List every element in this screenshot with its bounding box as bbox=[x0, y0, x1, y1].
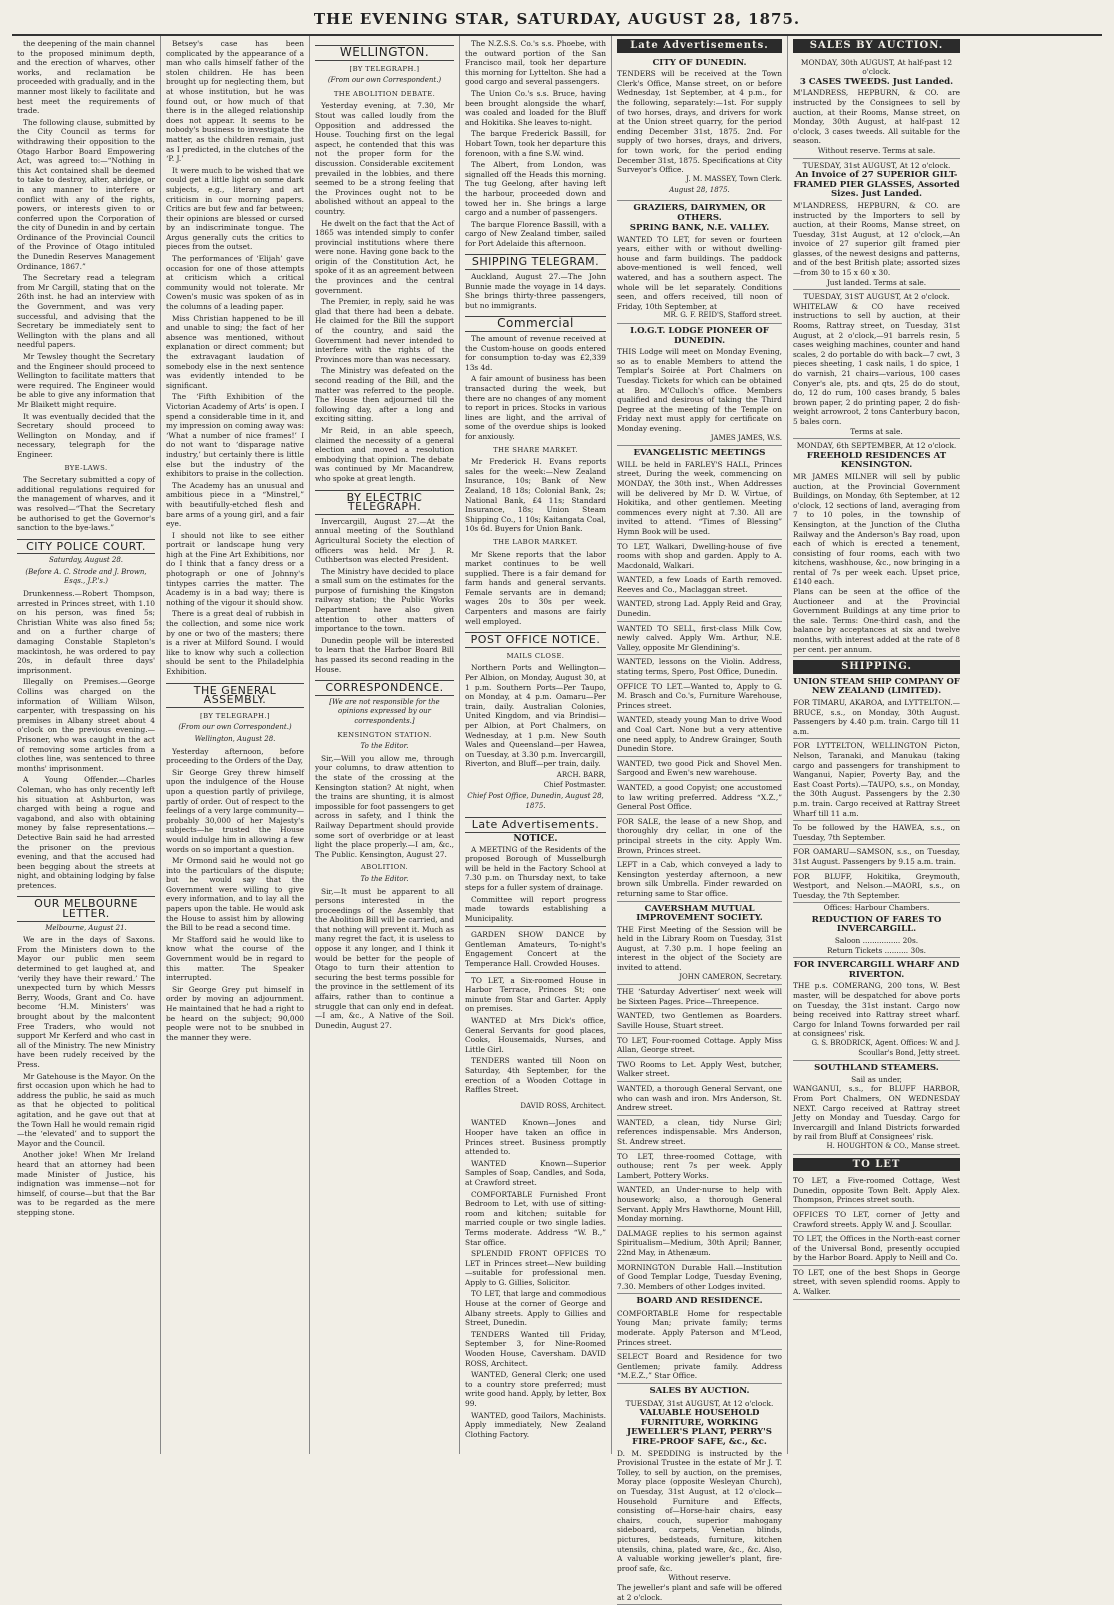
signature: JAMES JAMES, W.S. bbox=[710, 433, 782, 442]
dateline: August 28, 1875. bbox=[669, 186, 730, 195]
ad-heading: FREEHOLD RESIDENCES AT KENSINGTON. bbox=[806, 450, 947, 471]
advertisement: WANTED, good Tailors, Machinists. Apply immediately, New Zealand Clothing Factory. bbox=[465, 1410, 606, 1439]
advertisement: SPLENDID FRONT OFFICES TO LET in Princes street—New building—suitable for professional men. Apply to G. Gillies, Solicitor. bbox=[465, 1249, 606, 1287]
advertisement: WANTED, General Clerk; one used to a country store preferred; must write good hand. Apply, by letter, Box 99. bbox=[465, 1370, 606, 1408]
ad-body: FOR BLUFF, Hokitika, Greymouth, Westport, and Nelson.—MAORI, s.s., on Tuesday, the 7th September. bbox=[793, 871, 960, 900]
small-ad bbox=[793, 1266, 960, 1300]
small-ad bbox=[617, 1082, 782, 1116]
small-ad bbox=[617, 573, 782, 597]
ad-body: TO LET, Walkari, Dwelling-house of five rooms with shop and garden. Apply to A. Macdonald, Walkari. bbox=[617, 541, 782, 570]
ad-note: The jeweller's plant and safe will be offered at 2 o'clock. bbox=[617, 1582, 782, 1602]
ad-heading: VALUABLE HOUSEHOLD FURNITURE, WORKING JEWELLER'S PLANT, PERRY'S FIRE-PROOF SAFE, &c., &c. bbox=[627, 1408, 772, 1447]
ad-body: M'LANDRESS, HEPBURN, & CO. are instructed by the Importers to sell by auction, at their Rooms, Manse street, on Tuesday, 31st August, at 12 o'clock,—An invoice of 27 superior gilt framed pier glasses, of the newest designs and patterns, and of the best British plate; assorted sizes—from 30 to 15 x 60 x 30. bbox=[793, 200, 960, 278]
ad-body: WANTED, two good Pick and Shovel Men. Sargood and Ewen's new warehouse. bbox=[617, 758, 782, 778]
advertisement-iogt bbox=[617, 324, 782, 446]
column-4 bbox=[460, 36, 612, 1454]
section-subhead: BYE-LAWS. bbox=[64, 463, 108, 472]
section-subhead: THE LABOR MARKET. bbox=[493, 537, 578, 546]
advertisement-city-of-dunedin bbox=[617, 56, 782, 201]
small-ad bbox=[617, 1307, 782, 1350]
section-heading: SALES BY AUCTION. bbox=[649, 1386, 750, 1397]
article-paragraph: The N.Z.S.S. Co.'s s.s. Phoebe, with the outward portion of the San Francisco mail, took her departure this morning for Lyttelton. She had a good cargo and several passengers. bbox=[465, 39, 606, 87]
article-paragraph: Sir George Grey threw himself upon the indulgence of the House upon a question partly of privilege, partly of order. Out of respect to the feelings of a very large community—probably 30,000 of her Majesty's subjects—he trusted the House would indulge him in allowing a few words on so important a question. bbox=[166, 767, 304, 854]
ad-body: OFFICE TO LET.—Wanted to, Apply to G. M. Brasch and Co.'s, Furniture Warehouse, Princes street. bbox=[617, 681, 782, 710]
ad-body: COMFORTABLE Home for respectable Young Man; private family; terms moderate. Apply Paterson and M'Leod, Princes street. bbox=[617, 1308, 782, 1347]
section-heading: BY ELECTRIC TELEGRAPH. bbox=[315, 490, 454, 515]
section-subhead: THE SHARE MARKET. bbox=[493, 445, 578, 454]
ad-body: WILL be held in FARLEY'S HALL, Princes street, During the week, commencing on MONDAY, the 30th inst., When Addresses will be delivered by Mr D. W. Virtue, of Hokitika, and other gentlemen. Meeting commences every night at 7.30. All are invited to attend. “Times of Blessing” Hymn Book will be used. bbox=[617, 459, 782, 536]
ad-body: THE p.s. COMERANG, 200 tons, W. Best master, will be despatched for above ports on Tuesday, the 31st instant. Cargo now being received into Rattray street wharf. Cargo for Inland Towns forwarded per rail at consignees' risk. bbox=[793, 981, 960, 1039]
ad-note: Plans can be seen at the office of the Auctioneer and at the Provincial Government Buildings at any time prior to the sale. Terms: One-third cash, and the balance by acceptances at six and twelve months, with interest added at the rate of 8 per cent. per annum. bbox=[793, 587, 960, 654]
ad-body: THE First Meeting of the Session will be held in the Library Room on Tuesday, 31st August, at 7.30 p.m. I hope feeling an interest in the object of the Society are invited to attend. bbox=[617, 924, 782, 973]
article-paragraph: Northern Ports and Wellington—Per Albion, on Monday, August 30, at 1 p.m. Southern Ports—Per Taupo, on Monday, at 4 p.m. Oamaru—Per train, daily. Australian Colonies, United Kingdom, and via Brindisi—per Albion, at Port Chalmers, on Wednesday, at 1 p.m. New South Wales and Queensland—per Hawea, on Tuesday, at 3.30 p.m. Invercargill, Riverton, and Bluff—per train, daily. bbox=[465, 663, 606, 769]
signature: J. M. MASSEY, Town Clerk. bbox=[686, 174, 782, 183]
article-paragraph: There is a great deal of rubbish in the collection, and some nice work by one or two of the masters; there is a river at Milford Sound. I would like to know why such a collection should be sent to the Philadelphia Exhibition. bbox=[166, 609, 304, 676]
divider bbox=[465, 926, 606, 927]
auction-date: MONDAY, 30th AUGUST, At half-past 12 o'clock. bbox=[800, 57, 953, 77]
article-paragraph: Betsey's case has been complicated by the appearance of a man who calls himself father of the stolen children. He has been brought up for neglecting them, but at whose institution, but he was found out, or how much of that there is in the alleged relationship does not appear. It seems to be nobody's business to investigate the matter, as the children remain, just as I predicted, in the clutches of the ‘P. J.’ bbox=[166, 39, 304, 164]
shipping-ad bbox=[793, 696, 960, 739]
ad-body: D. M. SPEDDING is instructed by the Provisional Trustee in the estate of Mr J. T. Tolley, to sell by auction, on the premises, Moray place (opposite Wesleyan Church), on Tuesday, 31st August, at 12 o'clock—Household Furniture and Effects, consisting of—Horse-hair chairs, easy chairs, couch, superior mahogany sideboard, carpets, Venetian blinds, pictures, bedsteads, furniture, kitchen utensils, china, plated ware, &c., &c. Also, A valuable working jeweller's plant, fire-proof safe, &c. bbox=[617, 1448, 782, 1573]
auction-date: MONDAY, 6th SEPTEMBER, At 12 o'clock. bbox=[796, 441, 957, 451]
article-paragraph: A fair amount of business has been transacted during the week, but there are no changes of any moment to report in prices. Stocks in various lines are light, and the arrival of some of the overdue ships is looked for anxiously. bbox=[465, 374, 606, 441]
small-ad bbox=[793, 1208, 960, 1232]
shipping-ad bbox=[793, 739, 960, 821]
salutation: To the Editor. bbox=[360, 874, 409, 883]
section-banner: Late Advertisements. bbox=[617, 39, 782, 53]
signature: ARCH. BARR, bbox=[556, 770, 606, 779]
article-paragraph: It were much to be wished that we could get a little light on some dark subjects, e.g., literary and art criticism in our morning papers. Critics are but few and far between; their opinions are blessed or cursed by an indiscriminate tongue. The Argus generally cuts the critics to pieces from the outset. bbox=[166, 165, 304, 252]
letter-paragraph: Sir,—Will you allow me, through your columns, to draw attention to the state of the crossing at the Kensington station? At night, when the trains are shunting, it is almost impossible for foot passengers to get across in safety, and I think the Railway Department should provide some sort of overbridge or at least light the place properly.—I am, &c., The Public. Kensington, August 27. bbox=[315, 753, 454, 859]
ad-heading: An Invoice of 27 SUPERIOR GILT-FRAMED PIER GLASSES, Assorted Sizes. Just Landed. bbox=[793, 170, 960, 200]
small-ad bbox=[617, 597, 782, 621]
ad-body: THIS Lodge will meet on Monday Evening, so as to enable Members to attend the Templar's Soirée at Port Chalmers on Tuesday. Tickets for which can be obtained at Bro. M'Culloch's office. Members qualified and desirous of taking the Third Degree at the meeting of the Temple on Friday next must apply for certificate on Monday evening. bbox=[617, 347, 782, 433]
signature: H. HOUGHTON & CO., Manse street. bbox=[826, 1141, 960, 1150]
section-banner: SHIPPING. bbox=[793, 660, 960, 674]
masthead: THE EVENING STAR, SATURDAY, AUGUST 28, 1875. bbox=[12, 8, 1102, 36]
section-subhead: THE ABOLITION DEBATE. bbox=[333, 89, 436, 98]
article-paragraph: The amount of revenue received at the Custom-house on goods entered for consumption to-day was £2,339 13s 4d. bbox=[465, 334, 606, 372]
section-heading: OUR MELBOURNE LETTER. bbox=[17, 896, 155, 921]
notice-paragraph: Committee will report progress made towards establishing a Municipality. bbox=[465, 894, 606, 923]
signature: JOHN CAMERON, Secretary. bbox=[679, 972, 782, 981]
small-ad bbox=[617, 1227, 782, 1261]
shipping-ad bbox=[793, 1061, 960, 1154]
column-2 bbox=[161, 36, 310, 1454]
small-ad bbox=[617, 1261, 782, 1295]
columns bbox=[12, 36, 1102, 1602]
ad-body: TO LET, three-roomed Cottage, with outhouse; rent 7s per week. Apply Lambert, Pottery Works. bbox=[617, 1151, 782, 1180]
section-subhead: [BY TELEGRAPH.] bbox=[200, 711, 270, 720]
auction-terms: Without reserve. Terms at sale. bbox=[817, 145, 936, 155]
divider bbox=[465, 972, 606, 973]
advertisement: GARDEN SHOW DANCE by Gentleman Amateurs, To-night's Engagement Concert at the Temperance Hall. Crowded Houses. bbox=[465, 930, 606, 969]
small-ad bbox=[617, 815, 782, 858]
article-paragraph: Mr Ormond said he would not go into the particulars of the dispute; but he would say that the Government were willing to give every information, and to lay all the papers upon the table. He would ask the House to assist him by allowing the Bill to be read a second time. bbox=[166, 856, 304, 933]
ad-body: MR JAMES MILNER will sell by public auction, at the Provincial Government Buildings, on Monday, 6th September, at 12 o'clock, 12 sections of land, averaging from 7 to 10 poles, in the township of Kensington, at the Junction of the Clutha Railway and the Anderson's Bay road, upon each of which is erected a tenement, consisting of four rooms, each with two kitchens, washhouse, &c., now bringing in a rental of 7s per week each. Upset price, £140 each. bbox=[793, 471, 960, 587]
ad-heading: 3 CASES TWEEDS. Just Landed. bbox=[799, 76, 954, 87]
small-ad bbox=[617, 1058, 782, 1082]
small-ad bbox=[617, 1350, 782, 1384]
small-ad bbox=[617, 622, 782, 656]
small-ad bbox=[617, 1183, 782, 1226]
section-banner: TO LET bbox=[793, 1158, 960, 1172]
ad-body: FOR TIMARU, AKAROA, and LYTTELTON.—BRUCE, s.s., on Monday, 30th August. Passengers by 4.40 p.m. train. Cargo till 11 a.m. bbox=[793, 698, 960, 736]
advertisement: TO LET, that large and commodious House at the corner of George and Albany streets. Apply to Gillies and Street, Dunedin. bbox=[465, 1289, 606, 1328]
ad-subheading: SPRING BANK, N.E. VALLEY. bbox=[629, 223, 770, 234]
ad-body: To be followed by the HAWEA, s.s., on Tuesday, 7th September. bbox=[793, 823, 960, 842]
article-paragraph: Mr Stafford said he would like to know what the course of the Government would be in regard to this matter. The Speaker interrupted. bbox=[166, 934, 304, 983]
article-paragraph: The performances of ‘Elijah’ gave occasion for one of those attempts at criticism which a critical community would not tolerate. Mr Cowen's music was spoken of as in the columns of a leading paper. bbox=[166, 254, 304, 312]
small-ad bbox=[617, 1034, 782, 1058]
article-paragraph: The barque Florence Bassill, with a cargo of New Zealand timber, sailed for Port Adelaide this afternoon. bbox=[465, 219, 606, 248]
small-ad bbox=[617, 713, 782, 756]
small-ad bbox=[793, 1232, 960, 1266]
ad-subheading: Sail as under, bbox=[851, 1074, 902, 1084]
article-paragraph: Illegally on Premises.—George Collins was charged on the information of William Wilson, carpenter, with trespassing on his premises in Albany street about 4 o'clock on the previous evening.—Prisoner, who was caught in the act of removing some articles from a clothes line, was sentenced to three months' imprisonment. bbox=[17, 677, 155, 773]
auction-terms: Just landed. Terms at sale. bbox=[826, 277, 927, 287]
fare-return: Return Tickets .......... 30s. bbox=[826, 945, 927, 955]
advertisement-spring-bank bbox=[617, 201, 782, 324]
dateline: Chief Post Office, Dunedin, August 28, 1875. bbox=[467, 792, 604, 810]
dateline: Melbourne, August 21. bbox=[45, 923, 127, 932]
ad-body: FOR SALE, the lease of a new Shop, and thoroughly dry cellar, in one of the principal streets in the city. Apply Wm. Brown, Princes street. bbox=[617, 816, 782, 855]
article-paragraph: Mr Frederick H. Evans reports sales for the week:—New Zealand Insurance, 10s; Bank of New Zealand, 18 18s; Colonial Bank, 2s; National Bank, £4 11s; Standard Insurance, 18s; Union Steam Shipping Co., 1 10s; Kaitangata Coal, 10s 6d. Buyers for Union Bank. bbox=[465, 457, 606, 534]
ad-body: WANTED, steady young Man to drive Wood and Coal Cart. None but a very attentive one need apply, to Andrew Grainger, South Dunedin Store. bbox=[617, 715, 782, 754]
auction-date: TUESDAY, 31st AUGUST, At 12 o'clock. bbox=[625, 1398, 774, 1408]
disclaimer: [We are not responsible for the opinions expressed by our correspondents.] bbox=[329, 697, 440, 725]
ad-heading: CAVERSHAM MUTUAL IMPROVEMENT SOCIETY. bbox=[636, 903, 763, 924]
ad-body: TWO Rooms to Let. Apply West, butcher, Walker street. bbox=[617, 1059, 782, 1079]
auction-terms: Without reserve. bbox=[668, 1573, 731, 1583]
column-3 bbox=[310, 36, 460, 1454]
section-subhead: [BY TELEGRAPH.] bbox=[349, 64, 420, 73]
ad-body: WANGANUI, s.s., for BLUFF HARBOR, From Port Chalmers, ON WEDNESDAY NEXT. Cargo received at Rattray street Jetty on Monday and Tuesday. Cargo for Invercargill and Inland Districts forwarded by rail from Bluff at Consignees' risk. bbox=[793, 1084, 960, 1142]
article-paragraph: The Albert, from London, was signalled off the Heads this morning. The tug Geelong, after having left the harbour, proceeded down and towed her in. She brings a large cargo and a number of passengers. bbox=[465, 160, 606, 218]
offices-line: Offices: Harbour Chambers. bbox=[823, 903, 930, 913]
ad-body: TENDERS will be received at the Town Clerk's Office, Manse street, on or before Wednesday, 1st September, at 4 p.m., for the following, separately:—1st. For supply of two horses, drays, and drivers for work at the Union street quarry, for the period ending December 31st, 1875. 2nd. For supply of two horses, drays, and drivers, for town work, for the period ending December 31st, 1875. Specifications at City Surveyor's Office. bbox=[617, 69, 782, 175]
article-paragraph: The Premier, in reply, said he was glad that there had been a debate. He claimed for the Bill the support of the country, and said the Government had never intended to interfere with the rights of the Provinces more than was necessary. bbox=[315, 297, 454, 364]
article-paragraph: Mr Gatehouse is the Mayor. On the first occasion upon which he had to address the public, he said as much as that he objected to political agitation, and he gave out that at the Town Hall he would remain rigid—the ‘elevated’ and to support the Mayor and the Council. bbox=[17, 1071, 155, 1148]
advertisement: WANTED Known—Jones and Hooper have taken an office in Princes street. Business promptly attended to. bbox=[465, 1118, 606, 1157]
signature: MR. G. F. REID'S, Stafford street. bbox=[663, 311, 782, 320]
article-paragraph: We are in the days of Saxons. From the Ministers down to the Mayor our public men seem determined to get laughed at, and ‘verily they have their reward.’ The unexpected turn by which Messrs Berry, Woods, Grant and Co. have become ‘H.M. Ministers’ was brought about by the malcontent Free Traders, who would not support Mr Kerferd and who cast in all of the Ministry. The new Ministry have been rudely received by the Press. bbox=[17, 935, 155, 1069]
advertisement-caversham bbox=[617, 902, 782, 986]
article-paragraph: Mr Tewsley thought the Secretary and the Engineer should proceed to Wellington to facilitate matters that were required. The Engineer would be able to give any information that Mr Blaikett might require. bbox=[17, 352, 155, 409]
section-banner: SALES BY AUCTION. bbox=[793, 39, 960, 53]
letter-heading: KENSINGTON STATION. bbox=[337, 730, 432, 739]
dateline: Wellington, August 28. bbox=[194, 734, 276, 743]
article-paragraph: Auckland, August 27.—The John Bunnie made the voyage in 14 days. She brings thirty-three passengers, but no immigrants. bbox=[465, 272, 606, 310]
advertisement: TENDERS Wanted till Friday, September 3, for Nine-Roomed Wooden House, Caversham. DAVID ROSS, Architect. bbox=[465, 1329, 606, 1368]
ad-body: WHITELAW & CO have received instructions to sell by auction, at their Rooms, Rattray street, on Tuesday, 31st August, at 2 o'clock,—91 barrels resin, 5 cases weighing machines, counter and hand scales, 2 do portable do with back—7 cwt, 3 pieces sheeting, 1 cask nails, 1 do spice, 1 do varnish, 21 chairs—various, 100 cases Conyer's ale, pts. and qts, 25 do do stout, do, 12 do rum, 100 cases brandy, 5 bales brown paper, 2 do printing paper, 2 do fish-weight arrowroot, 2 tons Canterbury bacon, 5 bales corn. bbox=[793, 301, 960, 426]
ad-heading: EVANGELISTIC MEETINGS bbox=[633, 448, 766, 459]
ad-body: WANTED, two Gentlemen as Boarders. Saville House, Stuart street. bbox=[617, 1011, 782, 1031]
section-subhead: MAILS CLOSE. bbox=[506, 651, 565, 660]
advertisement-evangelistic bbox=[617, 446, 782, 539]
shipping-ad bbox=[793, 870, 960, 904]
ad-body: OFFICES TO LET, corner of Jetty and Crawford streets. Apply W. and J. Scoullar. bbox=[793, 1209, 960, 1229]
section-heading: SHIPPING TELEGRAM. bbox=[465, 254, 606, 270]
article-paragraph: I should not like to see either portrait or landscape hung very high at the Fine Art Exhibitions, nor do I think that a fancy dress or a photograph or one of Johnny's tintypes carries the matter. The Academy is in a bad way; there is nothing of the vigour it should show. bbox=[166, 530, 304, 607]
advertisement-auction bbox=[793, 439, 960, 657]
article-paragraph: The Union Co.'s s.s. Bruce, having been brought alongside the wharf, was coaled and loaded for the Bluff and Hokitika. She leaves to-night. bbox=[465, 88, 606, 127]
byline: (From our own Correspondent.) bbox=[327, 76, 442, 85]
letter-paragraph: Sir,—It must be apparent to all persons interested in the proceedings of the Assembly that the Abolition Bill will be carried, and that nothing will prevent it. Much as many regret the fact, it is useless to oppose it any longer, and I think it would be better for the people of Otago to turn their attention to securing the best terms possible for the province in the settlement of its affairs, rather than to continue a struggle that can only end in defeat.—I am, &c., A Native of the Soil. Dunedin, August 27. bbox=[315, 886, 454, 1030]
advertisement: TENDERS wanted till Noon on Saturday, 4th September, for the erection of a Wooden Cottage in Raffles Street. bbox=[465, 1056, 606, 1095]
ad-body: WANTED, a few Loads of Earth removed. Reeves and Co., Maclaggan street. bbox=[617, 575, 782, 594]
ad-body: TO LET, the Offices in the North-east corner of the Universal Bond, presently occupied by the Harbor Board. Apply to Neill and Co. bbox=[793, 1234, 960, 1263]
advertisement-auction bbox=[617, 1397, 782, 1605]
small-ad bbox=[617, 757, 782, 781]
article-paragraph: Mr Skene reports that the labor market continues to be well supplied. There is a fair demand for farm hands and general servants. Female servants are in demand; wages 20s to 30s per week. Carpenters and masons are fairly well employed. bbox=[465, 549, 606, 626]
shipping-ad bbox=[793, 845, 960, 869]
ad-body: WANTED, a good Copyist; one accustomed to law writing preferred. Address “X.Z.,” General Post Office. bbox=[617, 782, 782, 812]
signature-role: Chief Postmaster. bbox=[543, 780, 606, 789]
shipping-ad bbox=[793, 958, 960, 1061]
article-paragraph: A Young Offender.—Charles Coleman, who has only recently left his situation at Ashburton, was charged with being a rogue and vagabond, and also with obtaining money by false representations.—Detective Bain said he had arrested the prisoner on the previous evening, and that the accused had been begging about the streets at night, and obtaining lodging by false pretences. bbox=[17, 775, 155, 890]
shipping-ad bbox=[793, 821, 960, 845]
ad-body: SELECT Board and Residence for two Gentlemen; private family. Address “M.E.Z.,” Star Office. bbox=[617, 1352, 782, 1381]
column-5 bbox=[612, 36, 788, 1602]
small-ad bbox=[617, 655, 782, 679]
fare-saloon: Saloon ................ 20s. bbox=[834, 936, 919, 946]
ad-body: TO LET, Four-roomed Cottage. Apply Miss Allan, George street. bbox=[617, 1035, 782, 1055]
section-heading: CITY POLICE COURT. bbox=[17, 539, 155, 555]
ad-body: WANTED TO LET, for seven or fourteen years, either with or without dwelling-house and farm buildings. The paddock above-mentioned is well fenced, well watered, and has a southern aspect. The whole will be let separately. Conditions seen, and offers received, till noon of Friday, 10th September, at bbox=[617, 234, 782, 311]
small-ad bbox=[617, 858, 782, 901]
fares-ad bbox=[793, 913, 960, 958]
advertisement: TO LET, a Six-roomed House in Harbor Terrace, Princes St; one minute from Star and Garter. Apply on premises. bbox=[465, 975, 606, 1014]
article-paragraph: The ‘Fifth Exhibition of the Victorian Academy of Arts’ is open. I spend a considerable time in it, and my impression on coming away was: ‘What a number of nice frames!’ I do not want to ‘disparage native industry,’ but certainly there is little else but the industry of the exhibitors to praise in the collection. bbox=[166, 392, 304, 479]
advertisement: WANTED at Mrs Dick's office, General Servants for good places, Cooks, Housemaids, Nurses, and Little Girl. bbox=[465, 1016, 606, 1054]
section-heading: CORRESPONDENCE. bbox=[315, 680, 454, 696]
byline: (From our own Correspondent.) bbox=[178, 723, 292, 732]
small-ad bbox=[617, 1116, 782, 1150]
ad-body: THE ‘Saturday Advertiser’ next week will be Sixteen Pages. Price—Threepence. bbox=[617, 987, 782, 1006]
auction-terms: Terms at sale. bbox=[850, 426, 903, 436]
signature: DAVID ROSS, Architect. bbox=[520, 1101, 606, 1110]
article-paragraph: The following clause, submitted by the City Council as terms for withdrawing their opposition to the Otago Harbor Board Empowering Act, was agreed to:—“Nothing in this Act contained shall be deemed to take to destroy, alter, abridge, or in any manner to interfere or conflict with any of the rights, powers, or interests given to or conferred upon the Corporation of the city of Dunedin in and by certain Ordinance of the Provincial Council of the Province of Otago intituled the Dunedin Reserves Management Ordinance, 1867.” bbox=[17, 117, 155, 271]
article-paragraph: The Ministry was defeated on the second reading of the Bill, and the matter was referred to the people. The House then adjourned till the following day, after a long and exciting sitting. bbox=[315, 366, 454, 424]
ad-heading: UNION STEAM SHIP COMPANY OF NEW ZEALAND (LIMITED). bbox=[793, 675, 960, 696]
article-paragraph: It was eventually decided that the Secretary should proceed to Wellington on Monday, and if necessary, telegraph for the Engineer. bbox=[17, 411, 155, 459]
article-paragraph: Invercargill, August 27.—At the annual meeting of the Southland Agricultural Society the election of officers was held. Mr J. R. Cuthbertson was elected President. bbox=[315, 516, 454, 565]
ad-body: M'LANDRESS, HEPBURN, & CO. are instructed by the Consignees to sell by auction, at their Rooms, Manse street, on Monday, 30th August, at half-past 12 o'clock, 3 cases tweeds. All suitable for the season. bbox=[793, 88, 960, 146]
advertisement: COMFORTABLE Furnished Front Bedroom to Let, with use of sitting-room and kitchen; suitable for married couple or two single ladies. Terms moderate. Address “W. B.,” Star office. bbox=[465, 1189, 606, 1247]
section-heading: WELLINGTON. bbox=[315, 45, 454, 61]
ad-heading: REDUCTION OF FARES TO INVERCARGILL. bbox=[811, 914, 942, 935]
auction-date: TUESDAY, 31ST AUGUST, At 2 o'clock. bbox=[803, 292, 950, 302]
ad-heading: SOUTHLAND STEAMERS. bbox=[814, 1063, 939, 1074]
ad-body: TO LET, one of the best Shops in George street, with seven splendid rooms. Apply to A. Walker. bbox=[793, 1267, 960, 1297]
notice-paragraph: A MEETING of the Residents of the proposed Borough of Musselburgh will be held in the Factory School at 7.30 p.m. on Thursday next, to take steps for a fuller system of drainage. bbox=[465, 844, 606, 892]
advertisement: WANTED Known—Superior Samples of Soap, Candles, and Soda, at Crawford street. bbox=[465, 1158, 606, 1187]
ad-body: WANTED, lessons on the Violin. Address, stating terms, Spero, Post Office, Dunedin. bbox=[617, 657, 782, 677]
ad-body: WANTED, an Under-nurse to help with housework; also, a thorough General Servant. Apply Mrs Hawthorne, Mount Hill, Monday morning. bbox=[617, 1185, 782, 1224]
bench-line: (Before A. C. Strode and J. Brown, Esqs., J.P.'s.) bbox=[25, 567, 147, 586]
column-6 bbox=[788, 36, 965, 1454]
section-heading: POST OFFICE NOTICE. bbox=[465, 632, 606, 648]
small-ad bbox=[617, 1150, 782, 1184]
ad-body: WANTED, a clean, tidy Nurse Girl; references indispensable. Mrs Anderson, St. Andrew street. bbox=[617, 1117, 782, 1146]
signature: G. S. BRODRICK, Agent. Offices: W. and J. Scoullar's Bond, Jetty street. bbox=[811, 1039, 960, 1057]
column-1 bbox=[12, 36, 161, 1454]
article-paragraph: Miss Christian happened to be ill and unable to sing; the fact of her absence was mentioned, without explanation or direct comment; but the extravagant laudation of somebody else in the next sentence was evidently intended to be significant. bbox=[166, 313, 304, 390]
section-heading: THE GENERAL ASSEMBLY. bbox=[166, 683, 304, 708]
article-paragraph: Sir George Grey put himself in order by moving an adjournment. He maintained that he had a right to be heard on the subject; 90,000 people were not to be snubbed in the manner they were. bbox=[166, 984, 304, 1042]
small-ad bbox=[793, 1174, 960, 1208]
letter-heading: ABOLITION. bbox=[360, 863, 409, 872]
ad-heading: FOR INVERCARGILL WHARF AND RIVERTON. bbox=[793, 960, 960, 980]
small-ad bbox=[617, 680, 782, 714]
ad-body: WANTED, strong Lad. Apply Reid and Gray, Dunedin. bbox=[617, 599, 782, 619]
section-heading: Late Advertisements. bbox=[465, 817, 606, 833]
ad-body: MORNINGTON Durable Hall.—Institution of Good Templar Lodge, Tuesday Evening, 7.30. Members of other Lodges invited. bbox=[617, 1262, 782, 1291]
advertisement-auction bbox=[793, 56, 960, 159]
article-paragraph: the deepening of the main channel to the proposed minimum depth, and the erection of wharves, other works, and reclamation be proceeded with gradually, and in the manner most likely to facilitate and best meet the requirements of trade. bbox=[17, 39, 155, 116]
notice-title: NOTICE. bbox=[513, 833, 558, 844]
small-ad bbox=[617, 985, 782, 1009]
section-heading: Commercial bbox=[465, 316, 606, 332]
article-paragraph: He dwelt on the fact that the Act of 1865 was intended simply to confer provincial institutions where there were none. Having gone back to the origin of the Constitution Act, he spoke of it as an agreement between the provinces and the central government. bbox=[315, 218, 454, 295]
article-paragraph: The barque Frederick Bassill, for Hobart Town, took her departure this forenoon, with a fine S.W. wind. bbox=[465, 129, 606, 158]
small-ad bbox=[617, 540, 782, 574]
ad-body: FOR OAMARU—SAMSON, s.s., on Tuesday, 31st August. Passengers by 9.15 a.m. train. bbox=[793, 847, 960, 866]
advertisement-auction bbox=[793, 159, 960, 291]
ad-body: FOR LYTTELTON, WELLINGTON Picton, Nelson, Taranaki, and Manukau (taking cargo and passengers for transhipment to Wanganui, Napier, Poverty Bay, and the East Coast Ports).—TAUPO, s.s., on Monday, the 30th August. Passengers by the 2.30 p.m. train. Cargo received at Rattray Street Wharf till 11 a.m. bbox=[793, 741, 960, 818]
small-ad bbox=[617, 781, 782, 815]
ad-heading: I.O.G.T. LODGE PIONEER OF DUNEDIN. bbox=[630, 326, 769, 346]
article-paragraph: Drunkenness.—Robert Thompson, arrested in Princes street, with 1.10 on his person, was fined 5s; Christian White was also fined 5s; and on a further charge of damaging Constable Stapleton's mackintosh, he was ordered to pay 20s, in default three days' imprisonment. bbox=[17, 589, 155, 675]
article-paragraph: Yesterday evening, at 7.30, Mr Stout was called loudly from the Opposition and addressed the House. Touching first on the legal aspect, he contended that this was not the proper form for the discussion. Considerable excitement prevailed in the lobbies, and there seemed to be a strong feeling that the Provinces ought not to be abolished without an appeal to the country. bbox=[315, 101, 454, 216]
salutation: To the Editor. bbox=[360, 742, 409, 751]
ad-heading: CITY OF DUNEDIN. bbox=[652, 57, 747, 68]
article-paragraph: Yesterday afternoon, before proceeding to the Orders of the Day, bbox=[166, 746, 304, 766]
ad-heading: GRAZIERS, DAIRYMEN, OR OTHERS. bbox=[633, 202, 766, 223]
article-paragraph: Dunedin people will be interested to learn that the Harbor Board Bill has passed its second reading in the House. bbox=[315, 635, 454, 674]
article-paragraph: The Secretary submitted a copy of additional regulations required for the management of wharves, and it was resolved—“That the Secretary be authorised to get the Governor's sanction to the bye-laws.” bbox=[17, 475, 155, 533]
article-paragraph: Mr Reid, in an able speech, claimed the necessity of a general election and moved a resolution embodying that opinion. The debate was continued by Mr Macandrew, who spoke at great length. bbox=[315, 425, 454, 483]
small-ad bbox=[617, 1009, 782, 1033]
dateline: Saturday, August 28. bbox=[48, 556, 124, 565]
ad-body: WANTED TO SELL, first-class Milk Cow, newly calved. Apply Wm. Arthur, N.E. Valley, opposite Mr Glendining's. bbox=[617, 623, 782, 652]
ad-body: WANTED, a thorough General Servant, one who can wash and iron. Mrs Anderson, St. Andrew street. bbox=[617, 1084, 782, 1113]
advertisement-auction bbox=[793, 290, 960, 439]
article-paragraph: Another joke! When Mr Ireland heard that an attorney had been made Minister of Justice, his indignation was immense—not for himself, of course—but that the Bar was to be regarded as the mere stepping stone. bbox=[17, 1150, 155, 1217]
ad-body: TO LET, a Five-roomed Cottage, West Dunedin, opposite Town Belt. Apply Alex. Thompson, Princes street south. bbox=[793, 1176, 960, 1205]
article-paragraph: The Academy has an unusual and ambitious piece in a “Minstrel,” with beautifully-etched flesh and bare arms of a young girl, and a fair eye. bbox=[166, 480, 304, 529]
ad-body: LEFT in a Cab, which conveyed a lady to Kensington yesterday afternoon, a new brown silk Umbrella. Finder rewarded on returning same to Star office. bbox=[617, 860, 782, 898]
article-paragraph: The Secretary read a telegram from Mr Cargill, stating that on the 26th inst. he had an interview with the Government, and was very successful, and advising that the Secretary be immediately sent to Wellington with the plans and all needful papers. bbox=[17, 273, 155, 350]
ad-body: DALMAGE replies to his sermon against Spiritualism—Medium, 30th April; Banner, 22nd May, in Athenæum. bbox=[617, 1228, 782, 1257]
section-heading: BOARD AND RESIDENCE. bbox=[636, 1296, 763, 1307]
auction-date: TUESDAY, 31st AUGUST, At 12 o'clock. bbox=[802, 160, 951, 170]
article-paragraph: The Ministry have decided to place a small sum on the estimates for the purpose of furnishing the Kingston railway station; the Public Works Department have also given attention to other matters of importance to the town. bbox=[315, 566, 454, 634]
